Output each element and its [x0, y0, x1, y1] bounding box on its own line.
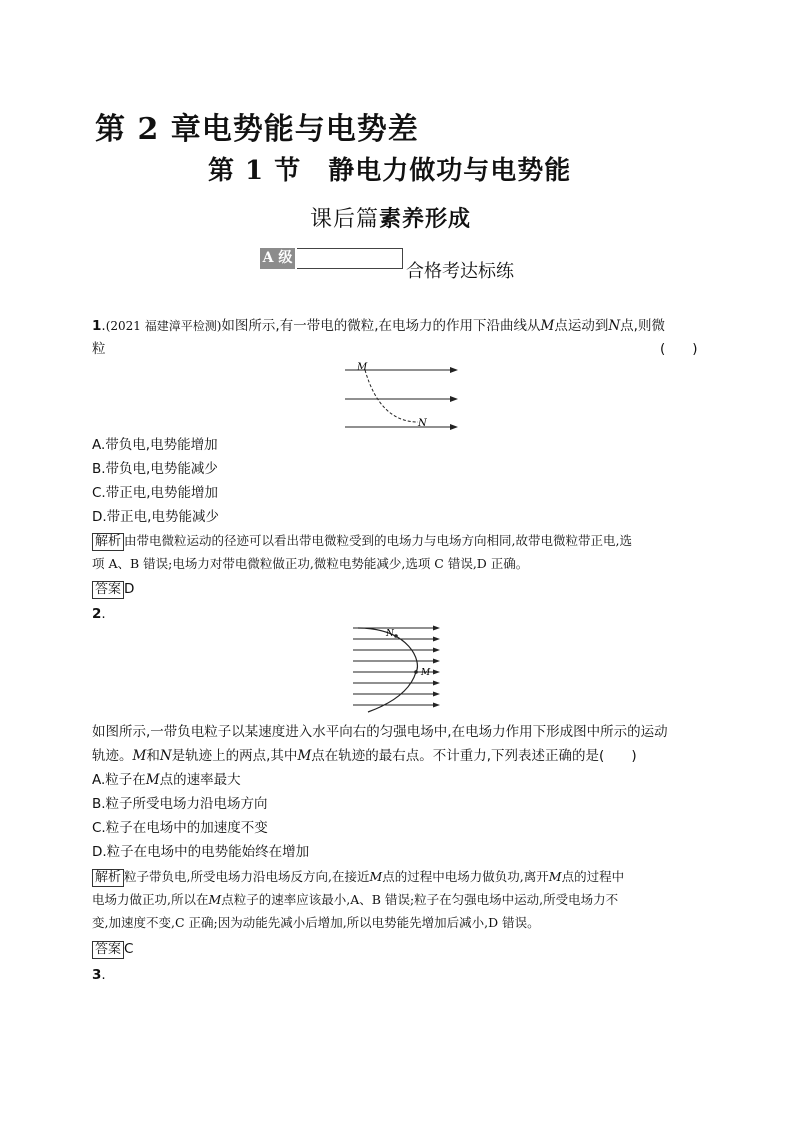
q2-explain-2a: 电场力做正功,所以在 [92, 892, 209, 907]
q2-field-diagram [350, 622, 442, 714]
trajectory-dashed [365, 370, 418, 422]
q2-option-b: B.粒子所受电场力沿电场方向 [92, 796, 268, 812]
q2-stem-2c: 是轨迹上的两点,其中 [171, 748, 298, 764]
q1-option-c: C.带正电,电势能增加 [92, 485, 219, 501]
q2-option-c: C.粒子在电场中的加速度不变 [92, 820, 268, 836]
q2-explain-1b: 点的过程中电场力做负功,离开 [382, 869, 549, 884]
q2-explanation-1 [92, 866, 712, 888]
q2-explanation-2 [92, 889, 712, 911]
q1-stem-d: 粒 [92, 341, 106, 357]
q2-n-1: N [159, 748, 172, 764]
q2-fig-label-n: N [386, 629, 394, 639]
q2-number-line: 2. [92, 606, 106, 622]
q2-trajectory [358, 628, 417, 712]
q2-opt-a-part2: 点的速率最大 [159, 772, 241, 788]
q2-option-d: D.粒子在电场中的电势能始终在增加 [92, 844, 310, 860]
q3-number-line: 3. [92, 967, 106, 983]
q1-source: (2021 福建漳平检测) [105, 319, 222, 333]
q1-explain-2: 项 A、B 错误;电场力对带电微粒做正功,微粒电势能减少,选项 C 错误,D 正确。 [92, 556, 529, 571]
q2-opt-a-m: M [145, 772, 160, 788]
section-title: 第 1 节 静电力做功与电势能 [208, 156, 572, 186]
q2-explain-m2: M [548, 869, 562, 884]
q2-stem-2d: 点在轨迹的最右点。不计重力,下列表述正确的是( ) [311, 748, 637, 764]
chapter-title: 第 2 章电势能与电势差 [95, 112, 419, 147]
q1-stem-a: 如图所示,有一带电的微粒,在电场力的作用下沿曲线从 [221, 318, 541, 334]
q2-point-n [394, 634, 398, 638]
q1-answer-line [92, 579, 134, 599]
q1-explain-tag: 解析 [92, 533, 124, 551]
q1-stem: 1.(2021 福建漳平检测)如图所示,有一带电的微粒,在电场力的作用下沿曲线从M点运动到N点,则微 [92, 318, 665, 334]
q1-stem-b: 点运动到 [554, 318, 609, 334]
q1-option-d: D.带正电,电势能减少 [92, 509, 219, 525]
q1-stem-c: 点,则微 [620, 318, 665, 334]
level-blank-box [297, 248, 403, 269]
q2-answer-tag: 答案 [92, 941, 124, 959]
q2-point-m [414, 670, 418, 674]
q2-stem-2a: 轨迹。 [92, 748, 133, 764]
q1-number: 1 [92, 318, 102, 334]
subtitle-bold: 素养形成 [379, 206, 472, 232]
level-badge: A 级 [260, 248, 295, 269]
arrow-head-2 [450, 396, 458, 402]
q2-explain-tag: 解析 [92, 869, 124, 887]
q2-stem-2 [92, 746, 637, 766]
level-text: 合格考达标练 [406, 261, 514, 282]
subtitle-plain: 课后篇 [310, 207, 380, 232]
q1-fig-label-n: N [418, 418, 427, 429]
q2-opt-a-part1: A.粒子在 [92, 772, 146, 788]
q2-stem-1: 如图所示,一带负电粒子以某速度进入水平向右的匀强电场中,在电场力作用下形成图中所示的运动 [92, 724, 668, 740]
arrow-head-1 [450, 367, 458, 373]
subtitle [310, 202, 471, 233]
arrow-head-3 [450, 424, 458, 430]
q2-m-2: M [297, 748, 312, 764]
q1-answer-tag: 答案 [92, 581, 124, 599]
q2-explain-1c: 点的过程中 [561, 869, 625, 884]
q1-answer-paren: ( ) [660, 341, 698, 357]
q2-number: 2 [92, 606, 102, 622]
q2-explain-2b: 点粒子的速率应该最小,A、B 错误;粒子在匀强电场中运动,所受电场力不 [221, 892, 619, 907]
q1-field-diagram [340, 360, 460, 434]
q2-stem-2b: 和 [146, 748, 160, 764]
q2-m-1: M [132, 748, 147, 764]
q2-explain-m1: M [369, 869, 383, 884]
q1-option-a: A.带负电,电势能增加 [92, 437, 218, 453]
q2-answer: C [124, 941, 134, 957]
q2-explanation-3: 变,加速度不变,C 正确;因为动能先减小后增加,所以电势能先增加后减小,D 错误。 [92, 915, 540, 930]
q1-fig-label-m: M [357, 362, 368, 373]
q1-explain-1: 由带电微粒运动的径迹可以看出带电微粒受到的电场力与电场方向相同,故带电微粒带正电,选 [124, 533, 632, 548]
q2-fig-label-m: M [421, 668, 431, 678]
q3-number: 3 [92, 967, 102, 983]
q1-option-b: B.带负电,电势能减少 [92, 461, 218, 477]
q2-option-a [92, 770, 241, 790]
q2-answer-line [92, 939, 133, 959]
q2-explain-m3: M [208, 892, 222, 907]
q1-m: M [540, 318, 555, 334]
q1-explanation [92, 530, 712, 552]
q1-n: N [608, 318, 621, 334]
q1-answer: D [124, 581, 135, 597]
q2-explain-1a: 粒子带负电,所受电场力沿电场反方向,在接近 [124, 869, 370, 884]
